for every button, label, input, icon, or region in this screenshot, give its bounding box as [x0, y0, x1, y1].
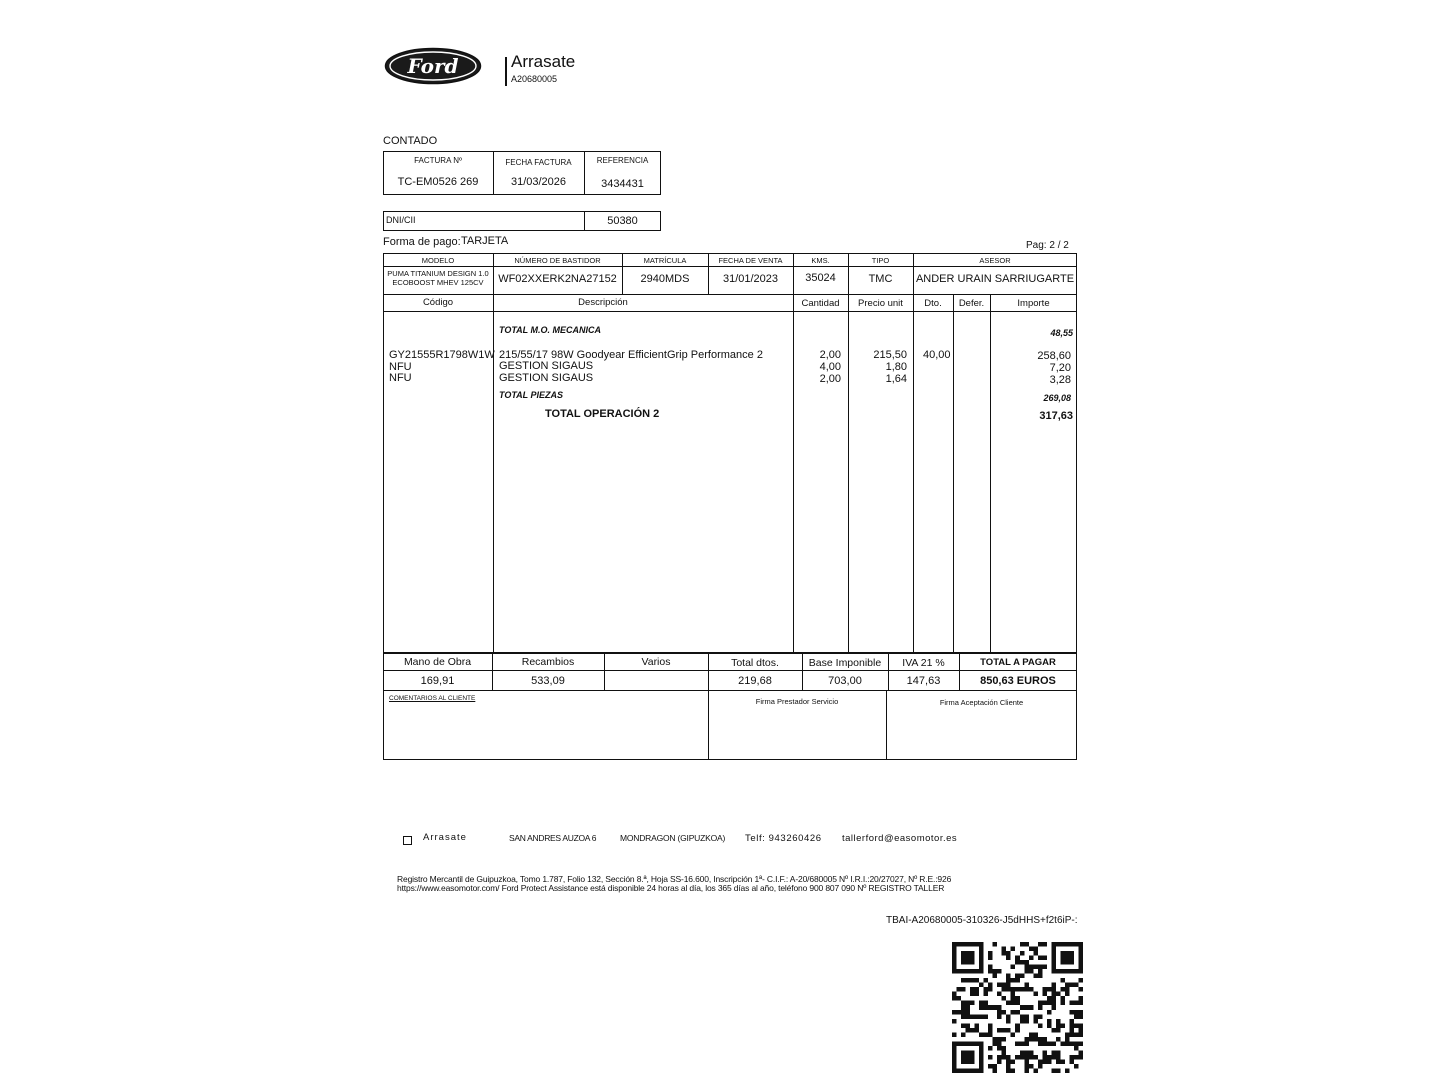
- row-cantidad: 4,00: [819, 361, 841, 373]
- lines-table: [383, 253, 1077, 653]
- col-dto: Dto.: [924, 297, 942, 309]
- col-importe: Importe: [1017, 297, 1050, 309]
- payment-label: Forma de pago:: [383, 236, 461, 248]
- row-descripcion: GESTION SIGAUS: [499, 360, 594, 372]
- mano-obra-label: Mano de Obra: [403, 655, 472, 668]
- col-precio: Precio unit: [858, 297, 903, 309]
- bastidor-value: WF02XXERK2NA27152: [498, 273, 617, 285]
- row-codigo: NFU: [389, 372, 412, 384]
- bastidor-label: NÚMERO DE BASTIDOR: [514, 255, 601, 265]
- factura-label: FACTURA Nº: [414, 155, 462, 165]
- dealer-name: Arrasate: [511, 52, 576, 71]
- total-mo-label: TOTAL M.O. MECANICA: [499, 325, 601, 335]
- fecha-venta-label: FECHA DE VENTA: [718, 255, 783, 265]
- row-precio: 1,80: [885, 361, 907, 373]
- row-importe: 258,60: [1037, 350, 1071, 362]
- firma-prestador-label: Firma Prestador Servicio: [755, 696, 839, 706]
- page-number: Pag: 2 / 2: [1026, 240, 1069, 251]
- total-pagar-label: TOTAL A PAGAR: [980, 657, 1056, 668]
- payment-value: TARJETA: [461, 235, 509, 247]
- row-cantidad: 2,00: [819, 349, 841, 361]
- fecha-factura-label: FECHA FACTURA: [505, 157, 572, 167]
- col-cantidad: Cantidad: [801, 297, 840, 309]
- footer-address: SAN ANDRES AUZOA 6: [509, 833, 597, 843]
- row-codigo: GY21555R1798W1W: [389, 349, 495, 361]
- referencia-label: REFERENCIA: [596, 155, 649, 165]
- varios-value: [604, 672, 708, 690]
- registry-line-1: Registro Mercantil de Guipuzkoa, Tomo 1.787, Folio 132, Sección 8.ª, Hoja SS-16.600, Inscripción 1ª- C.I.F.: A-20/680005 Nº I.R.I.:20/27027, Nº R.E.:926: [397, 874, 952, 884]
- total-dtos-label: Total dtos.: [731, 656, 779, 669]
- col-descripcion: Descripción: [578, 297, 628, 308]
- matricula-label: MATRÍCULA: [643, 255, 687, 265]
- checkbox-icon: [403, 836, 412, 845]
- referencia-value: 3434431: [601, 178, 644, 190]
- footer-phone: Telf: 943260426: [745, 833, 822, 844]
- modelo-value-2: ECOBOOST MHEV 125CV: [392, 277, 484, 287]
- mano-obra-value: 169,91: [420, 675, 455, 687]
- fecha-factura-value: 31/03/2026: [510, 176, 567, 188]
- base-imponible-value: 703,00: [828, 675, 862, 687]
- recambios-label: Recambios: [521, 655, 575, 668]
- kms-value: 35024: [805, 272, 836, 284]
- row-importe: 7,20: [1049, 362, 1071, 374]
- iva-label: IVA 21 %: [902, 656, 945, 669]
- footer-company: Arrasate: [423, 832, 467, 843]
- col-codigo: Código: [422, 297, 454, 308]
- base-imponible-label: Base Imponible: [808, 656, 882, 669]
- row-descripcion: 215/55/17 98W Goodyear EfficientGrip Performance 2: [499, 349, 763, 361]
- modelo-value-1: PUMA TITANIUM DESIGN 1.0: [387, 268, 489, 278]
- tipo-label: TIPO: [871, 255, 890, 265]
- asesor-value: ANDER URAIN SARRIUGARTE: [915, 273, 1075, 285]
- dni-value: 50380: [607, 215, 638, 227]
- total-mo-value: 48,55: [1050, 328, 1073, 338]
- header-divider: [505, 57, 507, 86]
- tipo-value: TMC: [868, 273, 893, 285]
- row-precio: 215,50: [873, 349, 907, 361]
- varios-label: Varios: [641, 655, 671, 668]
- sale-type: CONTADO: [383, 135, 438, 147]
- col-defer: Defer.: [958, 297, 985, 309]
- footer-email: tallerford@easomotor.es: [842, 833, 958, 844]
- row-dto: 40,00: [923, 349, 951, 361]
- svg-text:Ford: Ford: [407, 54, 459, 78]
- asesor-label: ASESOR: [979, 255, 1011, 265]
- firma-cliente-label: Firma Aceptación Cliente: [939, 697, 1024, 707]
- comentarios-label: COMENTARIOS AL CLIENTE: [389, 695, 476, 702]
- dni-label: DNI/CII: [386, 215, 416, 225]
- row-codigo: NFU: [389, 361, 412, 373]
- total-operacion-label: TOTAL OPERACIÓN 2: [545, 408, 660, 420]
- iva-value: 147,63: [906, 675, 941, 687]
- total-operacion-value: 317,63: [1039, 410, 1073, 422]
- total-pagar-value: 850,63 EUROS: [980, 675, 1056, 687]
- factura-value: TC-EM0526 269: [397, 176, 479, 188]
- matricula-value: 2940MDS: [640, 273, 690, 285]
- qr-code-icon: [952, 942, 1083, 1073]
- ford-logo: [384, 47, 482, 85]
- row-precio: 1,64: [885, 373, 907, 385]
- dealer-code: A20680005: [511, 74, 558, 84]
- footer-city: MONDRAGON (GIPUZKOA): [620, 833, 726, 843]
- row-importe: 3,28: [1049, 374, 1071, 386]
- total-piezas-label: TOTAL PIEZAS: [499, 390, 564, 400]
- registry-line-2: https://www.easomotor.com/ Ford Protect Assistance está disponible 24 horas al día, los 365 días al año, teléfono 900 807 090 Nº REGISTRO TALLER: [397, 883, 945, 893]
- row-cantidad: 2,00: [819, 373, 841, 385]
- modelo-label: MODELO: [421, 255, 455, 265]
- kms-label: KMS.: [811, 255, 830, 265]
- ford-oval-icon: [384, 47, 482, 85]
- total-piezas-value: 269,08: [1043, 393, 1071, 403]
- row-descripcion: GESTION SIGAUS: [499, 372, 594, 384]
- recambios-value: 533,09: [531, 675, 565, 687]
- total-dtos-value: 219,68: [738, 675, 772, 687]
- tbai-code: TBAI-A20680005-310326-J5dHHS+f2t6iP-:: [886, 915, 1078, 926]
- fecha-venta-value: 31/01/2023: [722, 273, 779, 285]
- qr-code-graphic: [952, 942, 1083, 1073]
